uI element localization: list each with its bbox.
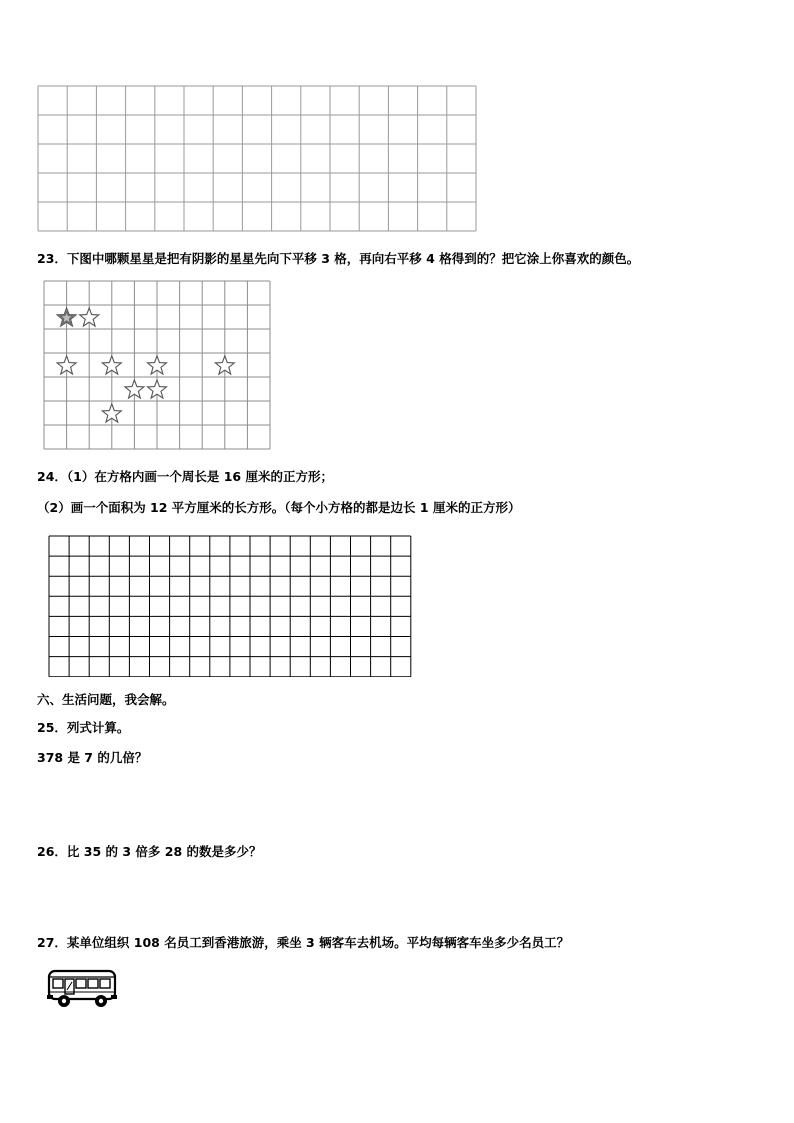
q22-grid (37, 85, 480, 233)
q26-question (37, 844, 262, 860)
q23-star-grid (43, 280, 272, 452)
q25-subquestion: 378 是 7 的几倍？ (37, 750, 148, 765)
section-6-title: 六、生活问题，我会解。 (37, 692, 175, 707)
q24-part1: 24．（1）在方格内画一个周长是 16 厘米的正方形； (37, 469, 333, 484)
q23-text: 下图中哪颗星星是把有阴影的星星先向下平移 3 格，再向右平移 4 格得到的？把它涂上你喜欢的颜色。 (66, 251, 640, 266)
q27-question (37, 935, 569, 951)
q27-number: 27． (37, 935, 67, 950)
q23-question (37, 251, 639, 267)
q25-number: 25． (37, 720, 67, 735)
q25-question (37, 720, 129, 736)
q26-number: 26． (37, 844, 67, 859)
q23-number: 23． (37, 251, 67, 266)
q24-grid (48, 535, 412, 677)
bus-icon (47, 968, 119, 1010)
q24-part2: （2）画一个面积为 12 平方厘米的长方形。（每个小方格的都是边长 1 厘米的正方形） (37, 500, 521, 515)
q26-text: 比 35 的 3 倍多 28 的数是多少？ (66, 844, 262, 859)
q27-text: 某单位组织 108 名员工到香港旅游，乘坐 3 辆客车去机场。平均每辆客车坐多少名员工？ (66, 935, 570, 950)
q25-text: 列式计算。 (66, 720, 130, 735)
